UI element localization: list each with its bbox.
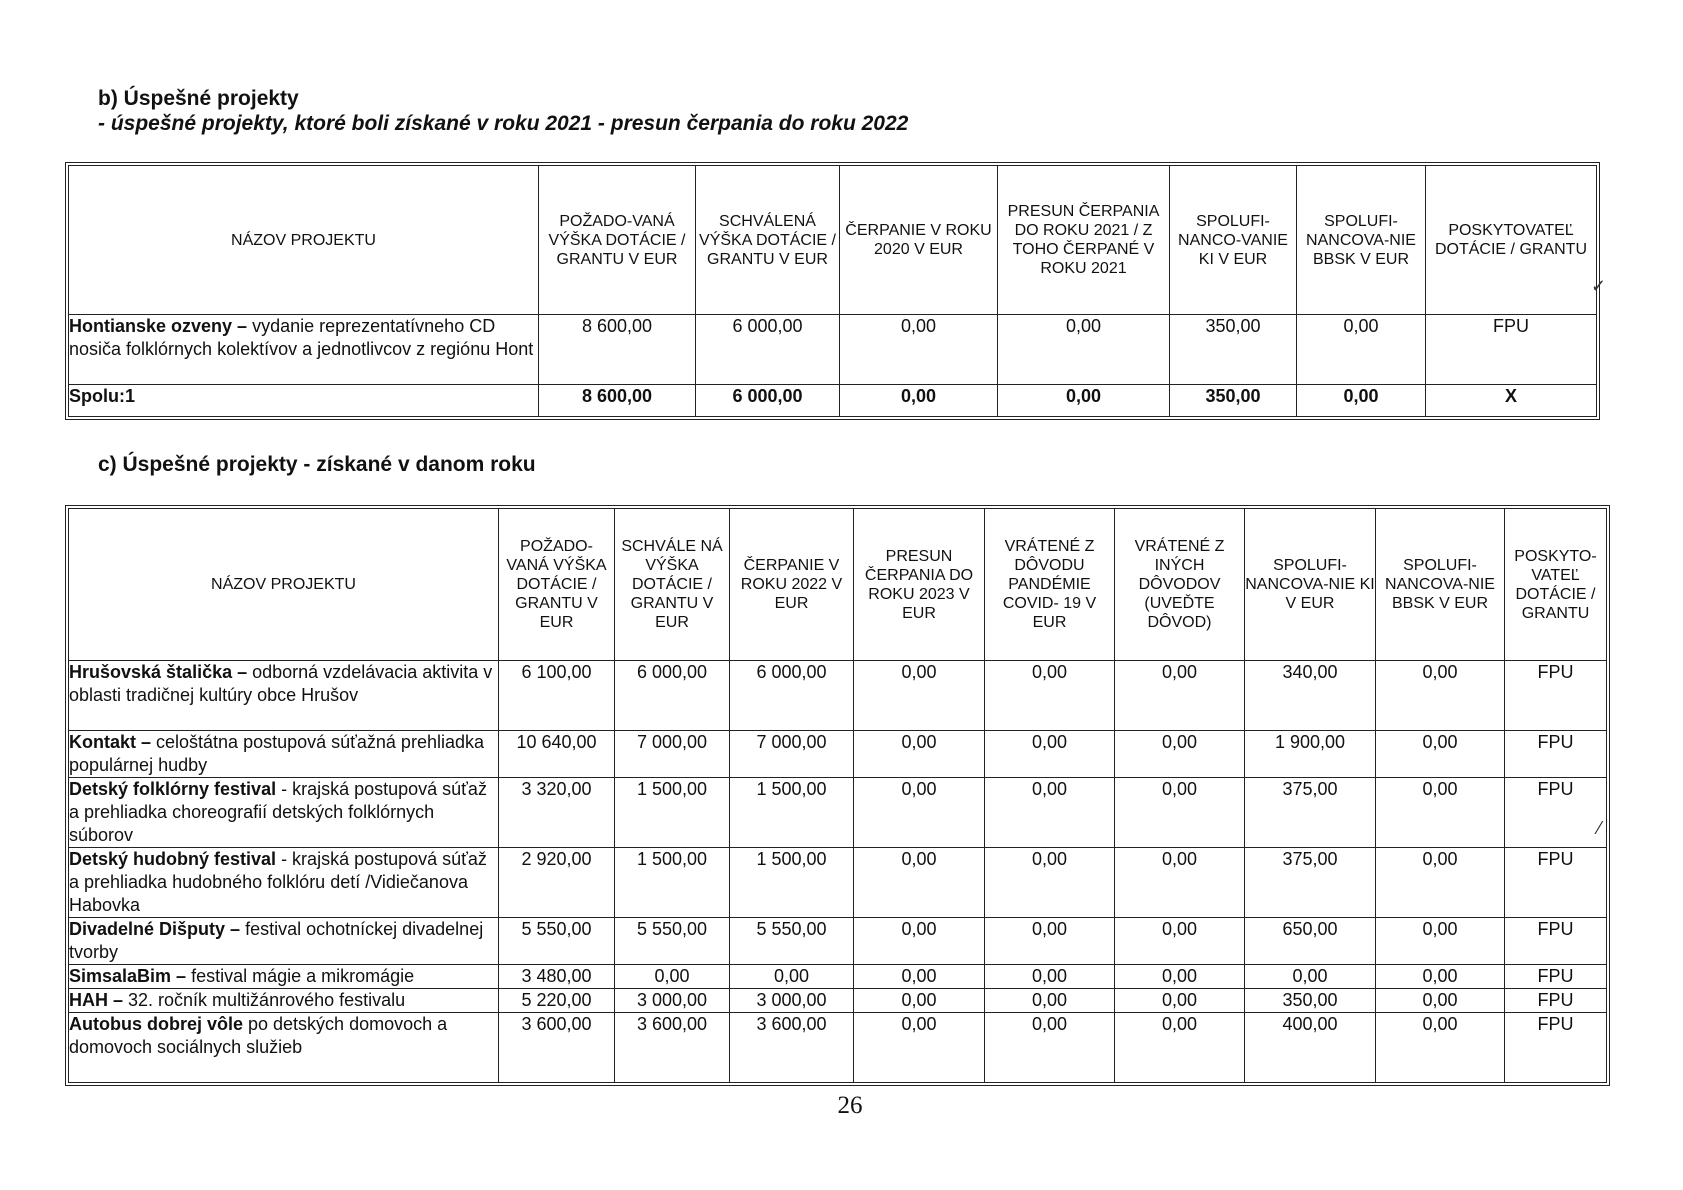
value-cell: 0,00: [1376, 918, 1505, 965]
value-cell: 1 500,00: [730, 778, 854, 848]
value-cell: 0,00: [840, 315, 998, 385]
value-cell: 0,00: [1115, 965, 1245, 989]
project-name-cell: [69, 778, 499, 848]
value-cell: 0,00: [854, 661, 985, 731]
value-cell: 650,00: [1245, 918, 1376, 965]
value-cell: 0,00: [1115, 918, 1245, 965]
value-cell: 350,00: [1245, 989, 1376, 1013]
project-name-bold: Divadelné Dišputy –: [69, 919, 241, 939]
value-cell: 0,00: [1115, 778, 1245, 848]
value-cell: 0,00: [985, 661, 1115, 731]
header-cell: SPOLUFI-NANCOVA-NIE KI V EUR: [1245, 509, 1376, 661]
header-cell: POSKYTO-VATEĽ DOTÁCIE / GRANTU: [1505, 509, 1607, 661]
project-name-bold: Detský hudobný festival: [69, 849, 277, 869]
project-name-description: - krajská postupová súťaž a prehliadka choreografií detských folklórnych súborov: [69, 779, 487, 845]
value-cell: FPU: [1505, 965, 1607, 989]
value-cell: 6 000,00: [730, 661, 854, 731]
value-cell: 0,00: [1376, 848, 1505, 918]
table-c-header-row: [69, 509, 1607, 661]
table-row: [69, 965, 1607, 989]
value-cell: 0,00: [985, 848, 1115, 918]
value-cell: 0,00: [854, 1013, 985, 1083]
value-cell: 3 000,00: [615, 989, 730, 1013]
project-name-description: po detských domovoch a domovoch sociálnych služieb: [69, 1014, 448, 1057]
header-cell: POSKYTOVATEĽ DOTÁCIE / GRANTU: [1426, 166, 1597, 315]
section-b-title: b) Úspešné projekty: [98, 87, 299, 110]
value-cell: 0,00: [854, 778, 985, 848]
value-cell: 2 920,00: [499, 848, 615, 918]
value-cell: 340,00: [1245, 661, 1376, 731]
total-cell: 6 000,00: [696, 385, 840, 417]
header-cell: ČERPANIE V ROKU 2020 V EUR: [840, 166, 998, 315]
total-cell: X: [1426, 385, 1597, 417]
value-cell: 0,00: [854, 731, 985, 778]
value-cell: 1 500,00: [730, 848, 854, 918]
value-cell: 0,00: [615, 965, 730, 989]
value-cell: 1 500,00: [615, 778, 730, 848]
value-cell: 5 550,00: [730, 918, 854, 965]
table-row: [69, 918, 1607, 965]
value-cell: FPU: [1505, 778, 1607, 848]
project-name-description: festival ochotníckej divadelnej tvorby: [69, 919, 484, 962]
header-cell: POŽADO-VANÁ VÝŠKA DOTÁCIE / GRANTU V EUR: [499, 509, 615, 661]
value-cell: 0,00: [985, 1013, 1115, 1083]
value-cell: 0,00: [1115, 1013, 1245, 1083]
total-cell: 8 600,00: [539, 385, 696, 417]
table-row: [69, 848, 1607, 918]
table-row: [69, 731, 1607, 778]
header-cell: POŽADO-VANÁ VÝŠKA DOTÁCIE / GRANTU V EUR: [539, 166, 696, 315]
value-cell: 6 000,00: [615, 661, 730, 731]
value-cell: 5 220,00: [499, 989, 615, 1013]
section-b-subtitle: - úspešné projekty, ktoré boli získané v roku 2021 - presun čerpania do roku 2022: [98, 112, 909, 135]
total-cell: 350,00: [1170, 385, 1297, 417]
value-cell: 3 000,00: [730, 989, 854, 1013]
value-cell: 0,00: [1245, 965, 1376, 989]
header-cell: ČERPANIE V ROKU 2022 V EUR: [730, 509, 854, 661]
value-cell: 7 000,00: [615, 731, 730, 778]
value-cell: 3 600,00: [730, 1013, 854, 1083]
value-cell: 5 550,00: [499, 918, 615, 965]
table-row: [69, 315, 1597, 385]
value-cell: 3 480,00: [499, 965, 615, 989]
project-name-cell: [69, 661, 499, 731]
header-cell: SPOLUFI-NANCO-VANIE KI V EUR: [1170, 166, 1297, 315]
value-cell: 0,00: [985, 965, 1115, 989]
header-cell: SCHVÁLE NÁ VÝŠKA DOTÁCIE / GRANTU V EUR: [615, 509, 730, 661]
value-cell: 0,00: [730, 965, 854, 989]
value-cell: 3 320,00: [499, 778, 615, 848]
project-name-bold: Detský folklórny festival: [69, 779, 277, 799]
project-name-description: - krajská postupová súťaž a prehliadka hudobného folklóru detí /Vidiečanova Habovka: [69, 849, 487, 915]
project-name-description: vydanie reprezentatívneho CD nosiča folklórnych kolektívov a jednotlivcov z regiónu Hont: [69, 316, 534, 359]
table-row: [69, 778, 1607, 848]
project-name-bold: Autobus dobrej vôle: [69, 1014, 244, 1034]
project-name-bold: SimsalaBim –: [69, 966, 187, 986]
header-cell: NÁZOV PROJEKTU: [69, 166, 539, 315]
value-cell: 7 000,00: [730, 731, 854, 778]
header-cell: SPOLUFI-NANCOVA-NIE BBSK V EUR: [1376, 509, 1505, 661]
value-cell: FPU: [1505, 661, 1607, 731]
value-cell: 400,00: [1245, 1013, 1376, 1083]
value-cell: 5 550,00: [615, 918, 730, 965]
total-label: Spolu:1: [69, 385, 539, 417]
value-cell: 375,00: [1245, 778, 1376, 848]
value-cell: 0,00: [1297, 315, 1426, 385]
project-name-bold: Kontakt –: [69, 732, 152, 752]
header-cell: NÁZOV PROJEKTU: [69, 509, 499, 661]
value-cell: 1 500,00: [615, 848, 730, 918]
value-cell: 0,00: [985, 918, 1115, 965]
project-name-cell: [69, 989, 499, 1013]
value-cell: 6 000,00: [696, 315, 840, 385]
value-cell: FPU: [1505, 1013, 1607, 1083]
value-cell: 0,00: [854, 918, 985, 965]
table-section-c: [68, 508, 1607, 1083]
value-cell: 6 100,00: [499, 661, 615, 731]
value-cell: 10 640,00: [499, 731, 615, 778]
project-name-description: 32. ročník multižánrového festivalu: [123, 990, 406, 1010]
value-cell: 0,00: [1115, 989, 1245, 1013]
table-b-header-row: [69, 166, 1597, 315]
value-cell: 3 600,00: [499, 1013, 615, 1083]
value-cell: 0,00: [1115, 848, 1245, 918]
value-cell: 8 600,00: [539, 315, 696, 385]
table-row: [69, 661, 1607, 731]
value-cell: 0,00: [1376, 778, 1505, 848]
value-cell: 0,00: [985, 731, 1115, 778]
total-cell: 0,00: [840, 385, 998, 417]
pen-mark-icon: ⁄: [1598, 818, 1602, 838]
project-name-bold: Hrušovská štalička –: [69, 662, 248, 682]
table-section-b: [68, 165, 1597, 417]
project-name-description: odborná vzdelávacia aktivita v oblasti tradičnej kultúry obce Hrušov: [69, 662, 493, 705]
header-cell: SPOLUFI-NANCOVA-NIE BBSK V EUR: [1297, 166, 1426, 315]
table-row: [69, 989, 1607, 1013]
value-cell: 0,00: [985, 778, 1115, 848]
project-name-bold: HAH –: [69, 990, 124, 1010]
total-cell: 0,00: [1297, 385, 1426, 417]
value-cell: FPU: [1505, 731, 1607, 778]
header-cell: PRESUN ČERPANIA DO ROKU 2021 / Z TOHO ČERPANÉ V ROKU 2021: [998, 166, 1170, 315]
value-cell: 0,00: [1376, 989, 1505, 1013]
project-name-cell: [69, 918, 499, 965]
value-cell: 0,00: [1115, 731, 1245, 778]
project-name-bold: Hontianske ozveny –: [69, 316, 248, 336]
table-total-row: [69, 385, 1597, 417]
value-cell: FPU: [1505, 989, 1607, 1013]
project-name-cell: [69, 965, 499, 989]
value-cell: 350,00: [1170, 315, 1297, 385]
header-cell: SCHVÁLENÁ VÝŠKA DOTÁCIE / GRANTU V EUR: [696, 166, 840, 315]
value-cell: 0,00: [1376, 1013, 1505, 1083]
header-cell: PRESUN ČERPANIA DO ROKU 2023 V EUR: [854, 509, 985, 661]
value-cell: FPU: [1505, 918, 1607, 965]
project-name-description: festival mágie a mikromágie: [186, 966, 415, 986]
section-c-title: c) Úspešné projekty - získané v danom roku: [98, 453, 536, 476]
value-cell: 0,00: [1115, 661, 1245, 731]
page-number: 26: [837, 1092, 863, 1119]
value-cell: 0,00: [854, 965, 985, 989]
value-cell: 3 600,00: [615, 1013, 730, 1083]
value-cell: 0,00: [1376, 965, 1505, 989]
project-name-cell: [69, 315, 539, 385]
total-cell: 0,00: [998, 385, 1170, 417]
project-name-cell: [69, 848, 499, 918]
value-cell: 1 900,00: [1245, 731, 1376, 778]
value-cell: 0,00: [1376, 731, 1505, 778]
value-cell: 0,00: [854, 989, 985, 1013]
value-cell: 0,00: [985, 989, 1115, 1013]
header-cell: VRÁTENÉ Z DÔVODU PANDÉMIE COVID- 19 V EUR: [985, 509, 1115, 661]
value-cell: 0,00: [854, 848, 985, 918]
value-cell: 0,00: [998, 315, 1170, 385]
project-name-cell: [69, 1013, 499, 1083]
check-mark-icon: ✓: [1591, 276, 1607, 296]
header-cell: VRÁTENÉ Z INÝCH DÔVODOV (UVEĎTE DÔVOD): [1115, 509, 1245, 661]
value-cell: 375,00: [1245, 848, 1376, 918]
value-cell: FPU: [1426, 315, 1597, 385]
table-row: [69, 1013, 1607, 1083]
value-cell: FPU: [1505, 848, 1607, 918]
project-name-description: celoštátna postupová súťažná prehliadka populárnej hudby: [69, 732, 484, 775]
value-cell: 0,00: [1376, 661, 1505, 731]
project-name-cell: [69, 731, 499, 778]
